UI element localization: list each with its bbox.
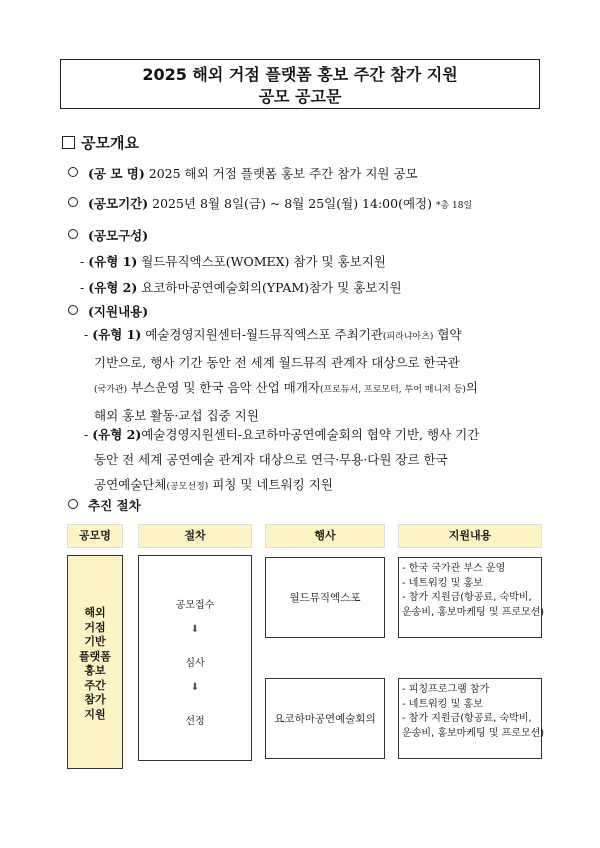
support-type1-label: (유형 1) [92,327,142,342]
item-period-label: (공모기간) [88,196,149,211]
item-composition [68,226,148,244]
support-type1-host: (피라냐아츠) [382,332,434,342]
section-label: 공모개요 [81,134,139,152]
square-bullet-icon [62,136,75,149]
item-period-value: 2025년 8월 8일(금) ~ 8월 25일(월) 14:00(예정) [152,196,432,211]
header-procedure: 절차 [138,524,252,548]
circle-bullet-icon [68,305,78,315]
type1-label: (유형 1) [88,254,138,269]
step-review: 심사 [185,658,205,669]
program-name-line: 플랫폼 [79,649,111,663]
title-box [60,59,540,109]
support-type1-agreement: 협약 [437,327,462,342]
item-support [68,302,148,320]
program-name-line: 기반 [84,635,106,648]
down-arrow-icon: ⬇ [190,624,200,635]
support-type2-pitching: 피칭 및 네트워킹 지원 [212,477,333,492]
support-type2-selected: (공모선정) [166,482,209,492]
support-type1-pavilion: (국가관) [94,385,128,395]
item-period [68,194,472,212]
support-type1-line1: 예술경영지원센터-월드뮤직엑스포 주최기관 [145,327,383,342]
support-type2: - (유형 2)예술경영지원센터-요코하마공연예술회의 협약 기반, 행사 기간 동안 전 세계 공연예술 관계자 대상으로 연극·무용·다원 장르 한국 공연예술단체(공모선정) 피칭 및 네트워킹 지원 [84,422,544,500]
circle-bullet-icon [68,167,78,177]
item-support-label: (지원내용) [88,304,149,319]
support-ypam-line: - 피칭프로그램 참가 [402,684,490,695]
support-type1: - (유형 1) 예술경영지원센터-월드뮤직엑스포 주최기관(피라냐아츠) 협약 기반으로, 행사 기간 동안 전 세계 월드뮤직 관계자 대상으로 한국관 (국가관) 부스운영 및 한국 음악 산업 매개자(프로듀서, 프로모터, 투어 매니저 등)의 해외 홍보 활동·교섭 집중 지원 [84,322,544,428]
circle-bullet-icon [68,499,78,509]
item-name-label: (공 모 명) [88,166,145,181]
item-composition-label: (공모구성) [88,228,149,243]
circle-bullet-icon [68,229,78,239]
item-procedure-label: 추진 절차 [88,498,141,513]
step-selection: 선정 [185,716,205,727]
support-type1-roles: (프로듀서, 프로모터, 투어 매니저 등) [320,385,466,395]
support-ypam-line: - 네트워킹 및 홍보 [402,698,483,710]
down-arrow-icon: ⬇ [190,682,200,693]
procedure-cell [138,555,252,761]
step-receipt: 공모접수 [175,600,215,611]
title-line1: 2025 해외 거점 플랫폼 홍보 주간 참가 지원 [142,65,458,84]
header-event: 행사 [265,524,385,548]
item-procedure [68,496,141,514]
support-womex-line: 운송비, 홍보마케팅 및 프로모션) [402,606,545,618]
program-name-line: 지원 [84,707,106,721]
support-ypam-line: - 참가 지원금(항공료, 숙박비, [402,713,532,724]
type2-value: 요코하마공연예술회의(YPAM)참가 및 홍보지원 [141,280,402,295]
program-name-line: 거점 [84,620,106,634]
item-period-note: *총 18일 [435,201,473,211]
circle-bullet-icon [68,197,78,207]
support-womex-line: - 한국 국가관 부스 운영 [402,563,506,574]
support-type2-line1: 예술경영지원센터-요코하마공연예술회의 협약 기반, 행사 기간 [141,427,480,442]
support-ypam [398,678,545,759]
program-name [68,606,122,722]
support-womex-line: - 네트워킹 및 홍보 [402,577,483,589]
event-womex: 월드뮤직엑스포 [265,557,385,638]
section-heading [62,132,139,153]
program-name-line: 주간 [84,678,106,692]
item-name [68,164,418,182]
support-type1-line2: 기반으로, 행사 기간 동안 전 세계 월드뮤직 관계자 대상으로 한국관 [94,355,460,370]
support-womex [398,557,545,638]
support-type1-line4: 해외 홍보 활동·교섭 집중 지원 [94,408,259,423]
program-name-line: 참가 [84,693,106,706]
header-program: 공모명 [67,524,123,548]
support-womex-line: - 참가 지원금(항공료, 숙박비, [402,592,532,603]
item-name-value: 2025 해외 거점 플랫폼 홍보 주간 참가 지원 공모 [148,166,418,181]
program-name-line: 해외 [84,606,106,619]
support-type2-line3: 공연예술단체 [94,477,167,492]
program-name-cell [67,555,123,769]
composition-type2: - (유형 2) 요코하마공연예술회의(YPAM)참가 및 홍보지원 [80,280,402,295]
composition-type1: - (유형 1) 월드뮤직엑스포(WOMEX) 참가 및 홍보지원 [80,254,386,269]
support-type1-line3: 부스운영 및 한국 음악 산업 매개자 [131,380,321,395]
event-ypam: 요코하마공연예술회의 [265,678,385,759]
support-type2-label: (유형 2) [92,427,142,442]
type1-value: 월드뮤직엑스포(WOMEX) 참가 및 홍보지원 [141,254,386,269]
title-line2: 공모 공고문 [258,87,342,106]
header-support: 지원내용 [398,524,542,548]
support-ypam-line: 운송비, 홍보마케팅 및 프로모션) [402,727,545,739]
support-type2-line2: 동안 전 세계 공연예술 관계자 대상으로 연극·무용·다원 장르 한국 [94,452,448,467]
program-name-line: 홍보 [84,664,106,677]
type2-label: (유형 2) [88,280,138,295]
support-type1-particle: 의 [465,380,478,395]
